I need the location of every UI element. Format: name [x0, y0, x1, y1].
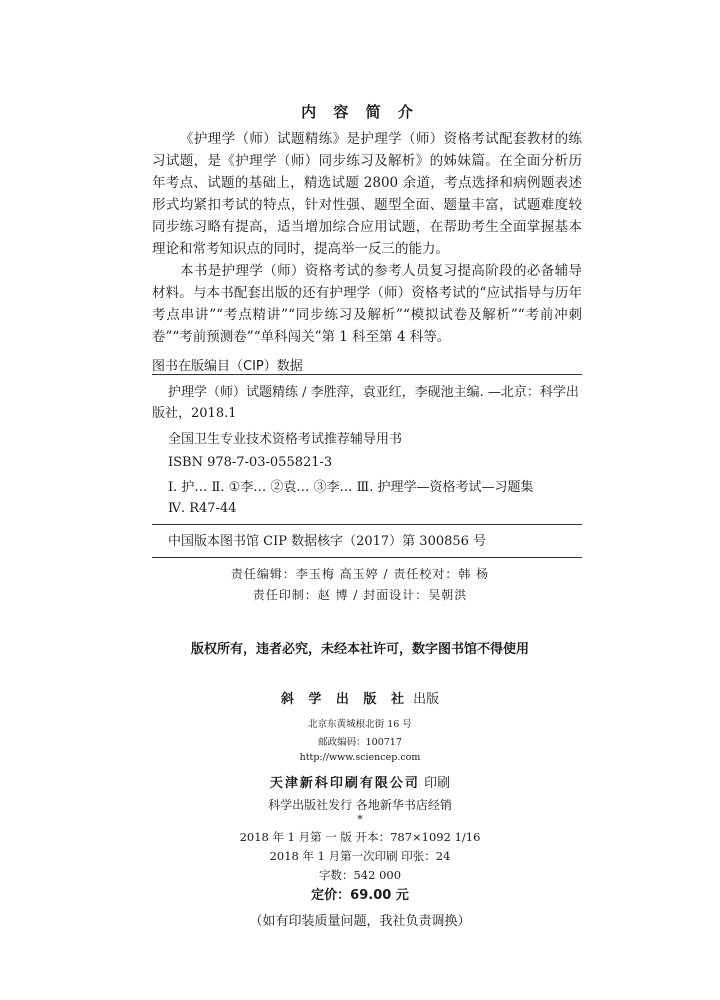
summary-paragraph-1: 《护理学（师）试题精练》是护理学（师）资格考试配套教材的练习试题，是《护理学（师）同步练习及解析》的姊妹篇。在全面分析历年考点、试题的基础上，精选试题 2800 余道，考点选择和病例题表述形式均紧扣考试的特点，针对性强、题型全面、题量丰富，试题难度较同步练习略有提高，适当增加综合应用试题，在帮助考生全面掌握基本理论和常考知识点的同时，提高举一反三的能力。: [152, 131, 582, 257]
separator-star: *: [357, 813, 363, 826]
word-count: 字数：542 000: [318, 868, 402, 882]
printer-row: [0, 772, 720, 791]
summary-title: 内 容 简 介: [301, 103, 419, 121]
publisher-row: [0, 688, 720, 707]
credits-line-1: 责任编辑：李玉梅 高玉婷 / 责任校对：韩 杨: [230, 567, 490, 581]
quality-note: （如有印装质量问题，我社负责调换）: [249, 914, 471, 929]
cip-middle-rule: [152, 524, 582, 525]
credits: [0, 564, 720, 606]
cip-title-line: 护理学（师）试题精练 / 李胜萍，袁亚红，李砚池主编. —北京：科学出版社，2018.1: [152, 385, 579, 421]
credits-line-2: 责任印制：赵 博 / 封面设计：吴朝洪: [252, 588, 468, 602]
publisher-postcode: 邮政编码：100717: [318, 737, 402, 748]
publisher-url: http://www.sciencep.com: [299, 752, 421, 763]
copyright-notice: 版权所有，违者必究，未经本社许可，数字图书馆不得使用: [190, 642, 529, 657]
cip-record-number: 中国版本图书馆 CIP 数据核字（2017）第 300856 号: [168, 534, 487, 549]
distribution-line: 科学出版社发行 各地新华书店经销: [268, 798, 452, 812]
cip-heading: 图书在版编目（CIP）数据: [152, 359, 303, 374]
printer-name: 天津新科印刷有限公司: [269, 776, 420, 791]
summary-paragraph-2: 本书是护理学（师）资格考试的参考人员复习提高阶段的必备辅导材料。与本书配套出版的还有护理学（师）资格考试的“应试指导与历年考点串讲”“考点精讲”“同步练习及解析”“模拟试卷及解析”“考前冲刺卷”“考前预测卷”“单科闯关”第 1 科至第 4 科等。: [152, 263, 582, 345]
cip-classification-line: Ⅰ. 护… Ⅱ. ①李… ②袁… ③李… Ⅲ. 护理学—资格考试—习题集: [168, 480, 534, 495]
price: 定价：69.00 元: [311, 888, 409, 903]
cip-series-line: 全国卫生专业技术资格考试推荐辅导用书: [168, 432, 403, 447]
publisher-suffix: 出版: [413, 692, 440, 707]
edition-line-1: 2018 年 1 月第 一 版 开本：787×1092 1/16: [239, 830, 481, 844]
printer-suffix: 印刷: [424, 776, 451, 791]
cip-top-rule: [152, 374, 582, 375]
cip-classification-line-2: Ⅳ. R47-44: [168, 501, 237, 516]
edition-line-2: 2018 年 1 月第一次印刷 印张：24: [269, 849, 451, 863]
cip-isbn-line: ISBN 978-7-03-055821-3: [168, 455, 333, 470]
cip-bottom-rule: [152, 557, 582, 558]
publisher-address: 北京东黄城根北街 16 号: [308, 719, 412, 730]
publisher-name: 斜 学 出 版 社: [280, 692, 409, 707]
